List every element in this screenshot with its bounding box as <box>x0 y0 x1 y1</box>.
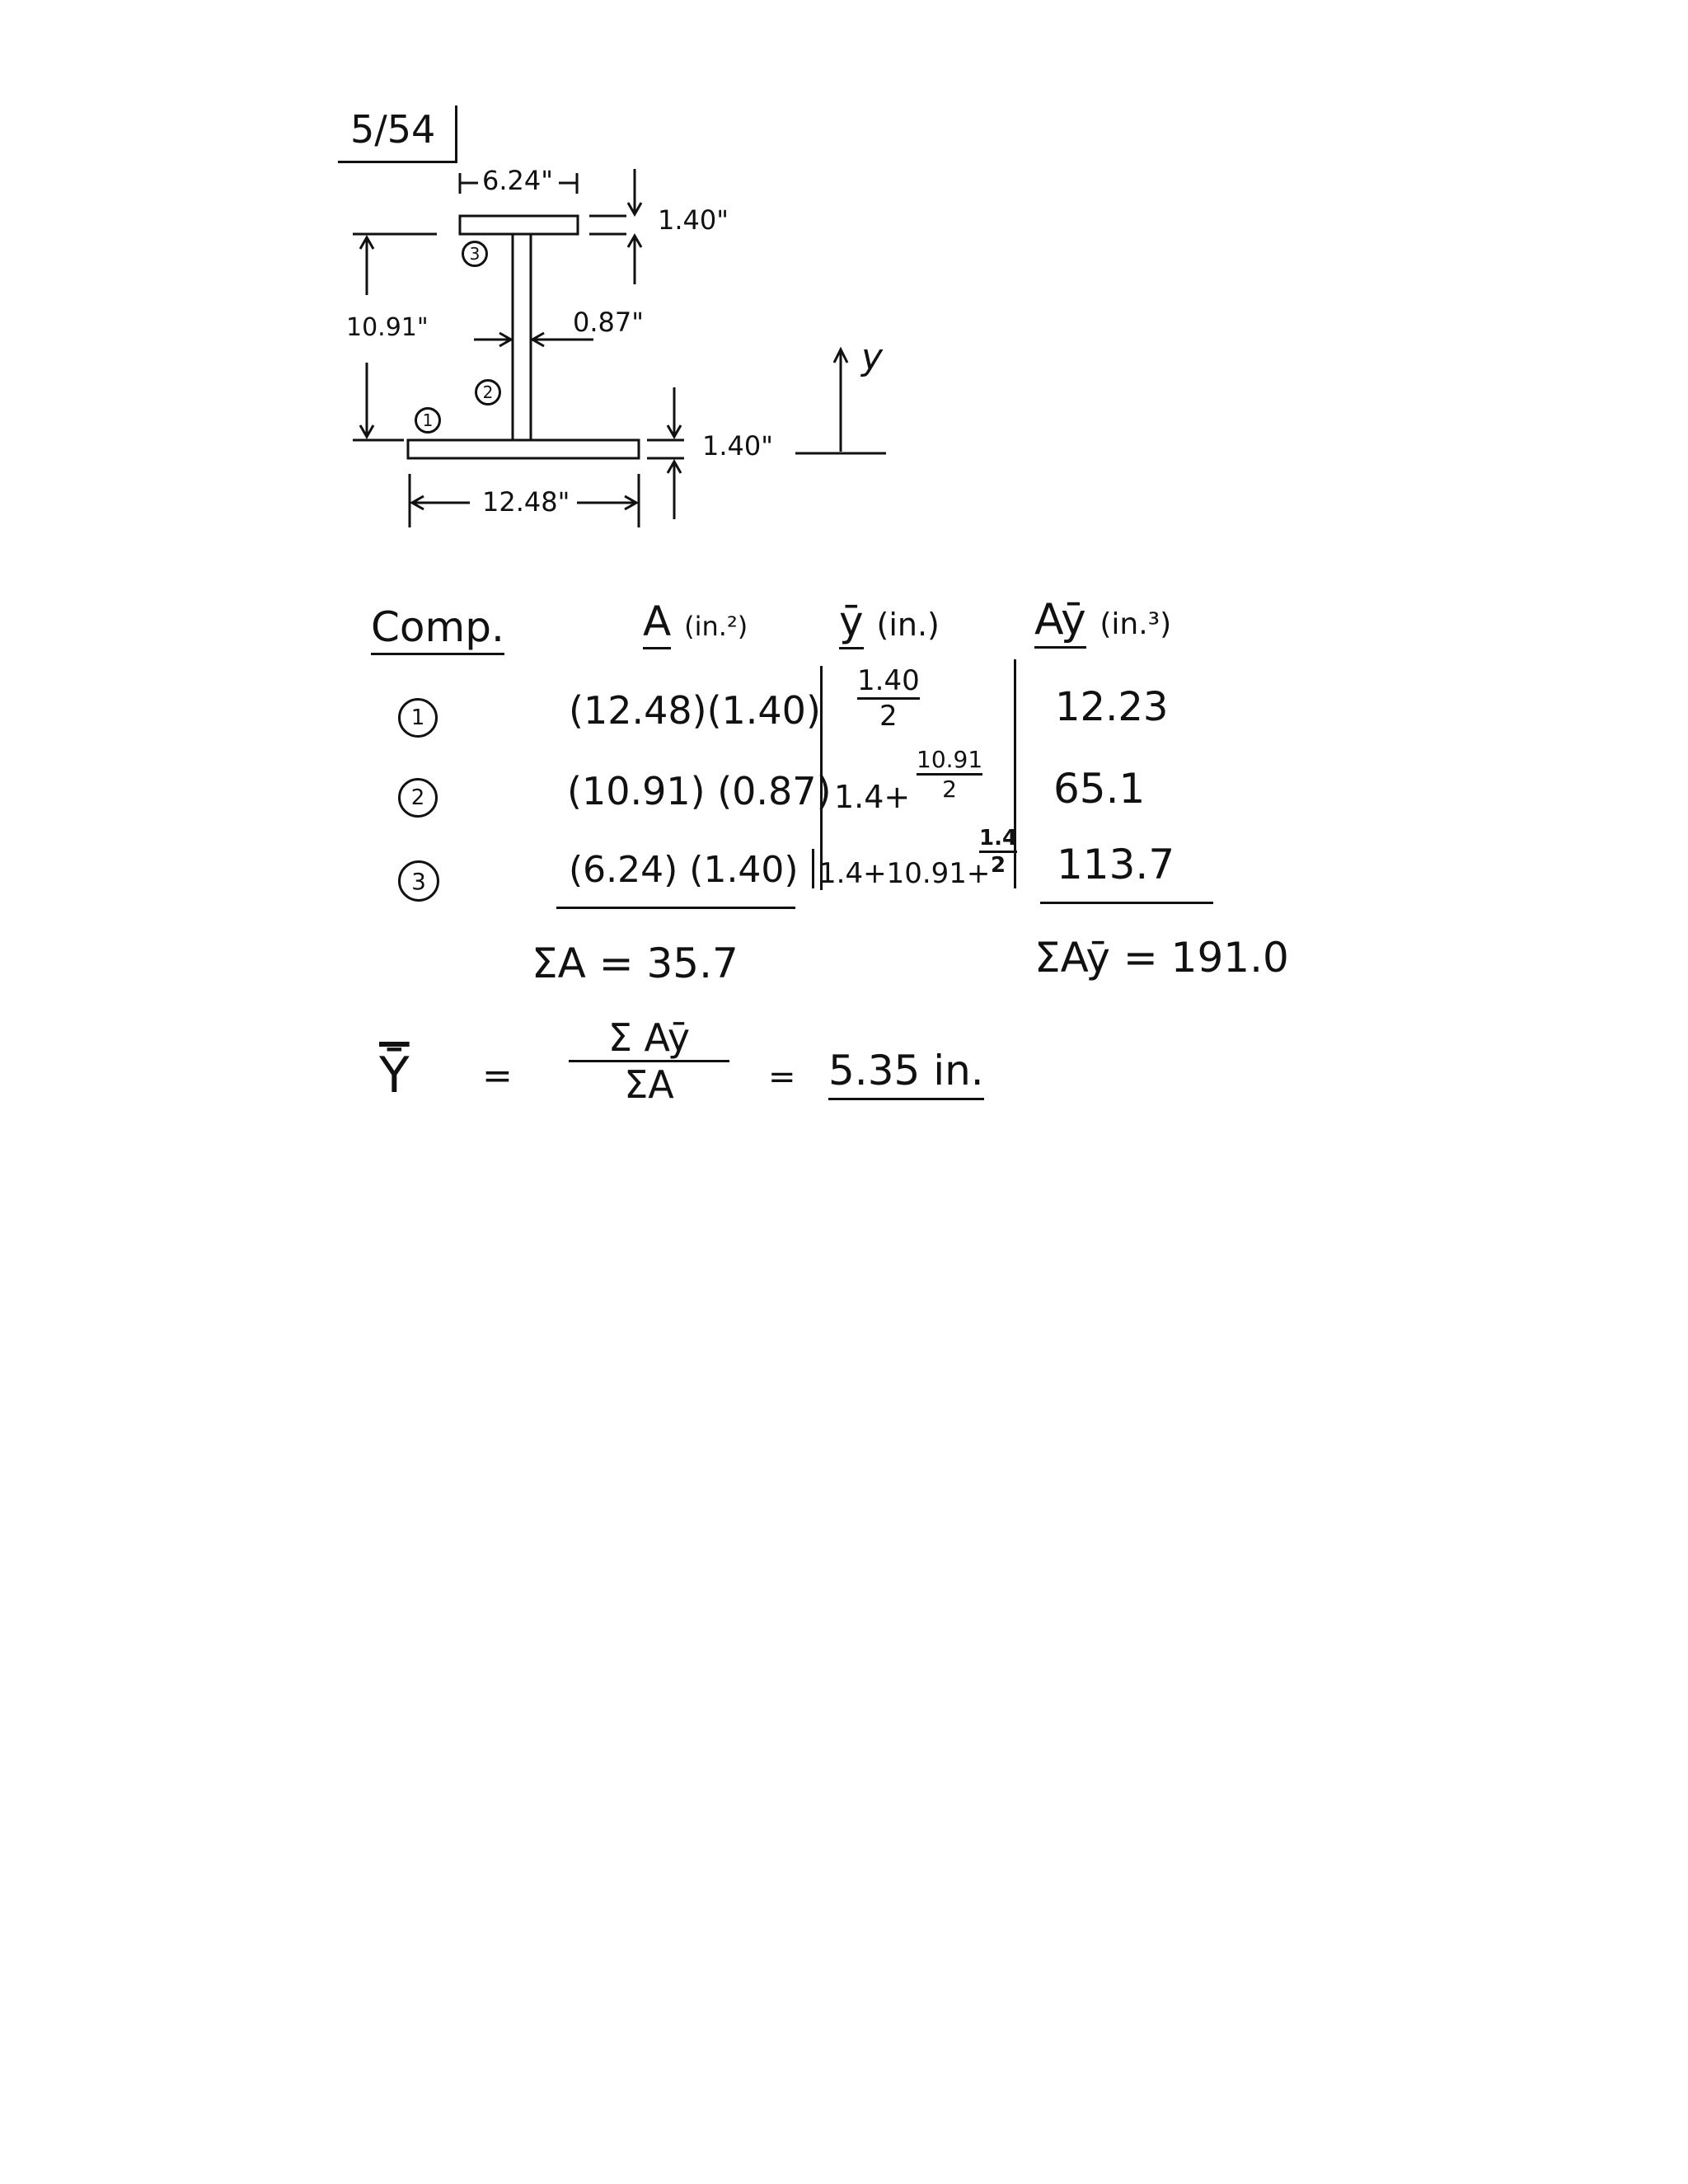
problem-number: 5/54 <box>350 107 436 152</box>
figure-component-2-marker: 2 <box>475 379 501 405</box>
aybar-sum-line <box>1040 902 1213 904</box>
row-2-ybar-prefix: 1.4+ <box>834 779 911 815</box>
row-2-comp: 2 <box>398 778 438 818</box>
row-3-aybar: 113.7 <box>1057 841 1175 888</box>
y-axis-label: y <box>861 336 884 378</box>
row-3-comp: 3 <box>398 860 439 902</box>
row-2-ybar: 10.91 2 <box>917 746 983 803</box>
header-aybar: Aȳ (in.³) <box>1034 595 1171 644</box>
column-divider-left-inner <box>812 849 814 888</box>
result-numerator: Σ Aȳ <box>607 1015 691 1060</box>
row-3-ybar: 1.4 2 <box>979 826 1018 878</box>
area-sum-line <box>556 907 795 909</box>
result-value: 5.35 in. <box>828 1047 984 1100</box>
result-equals-2: = <box>768 1058 796 1096</box>
bottom-flange-thickness-label: 1.40" <box>702 430 773 462</box>
header-comp: Comp. <box>371 603 504 655</box>
sum-area: ΣA = 35.7 <box>532 940 738 987</box>
sum-aybar: ΣAȳ = 191.0 <box>1034 934 1289 982</box>
row-1-area: (12.48)(1.40) <box>569 688 821 733</box>
web-thickness-label: 0.87" <box>573 307 644 338</box>
row-1-aybar: 12.23 <box>1055 684 1169 730</box>
figure-component-1-marker: 1 <box>415 407 441 434</box>
bottom-flange <box>408 440 639 458</box>
bottom-flange-width-label: 12.48" <box>482 486 570 518</box>
top-flange-width-label: 6.24" <box>482 165 553 196</box>
row-2-aybar: 65.1 <box>1053 765 1146 813</box>
result-lhs: Ȳ <box>379 1047 410 1104</box>
row-2-area: (10.91) (0.87) <box>567 769 832 813</box>
row-1-comp: 1 <box>398 698 438 738</box>
result-fraction <box>569 1015 729 1107</box>
top-flange-thickness-label: 1.40" <box>658 204 729 236</box>
web-height-label: 10.91" <box>346 313 429 342</box>
header-ybar: ȳ (in.) <box>839 598 940 645</box>
header-area: A (in.²) <box>643 598 748 645</box>
row-3-ybar-prefix: 1.4+10.91+ <box>818 857 991 890</box>
result-denominator: ΣA <box>624 1062 674 1107</box>
row-3-area: (6.24) (1.40) <box>569 849 799 891</box>
web <box>513 234 531 440</box>
figure-component-3-marker: 3 <box>462 241 488 267</box>
top-flange <box>460 216 578 234</box>
row-1-ybar: 1.40 2 <box>857 664 920 733</box>
result-equals: = <box>482 1055 513 1097</box>
